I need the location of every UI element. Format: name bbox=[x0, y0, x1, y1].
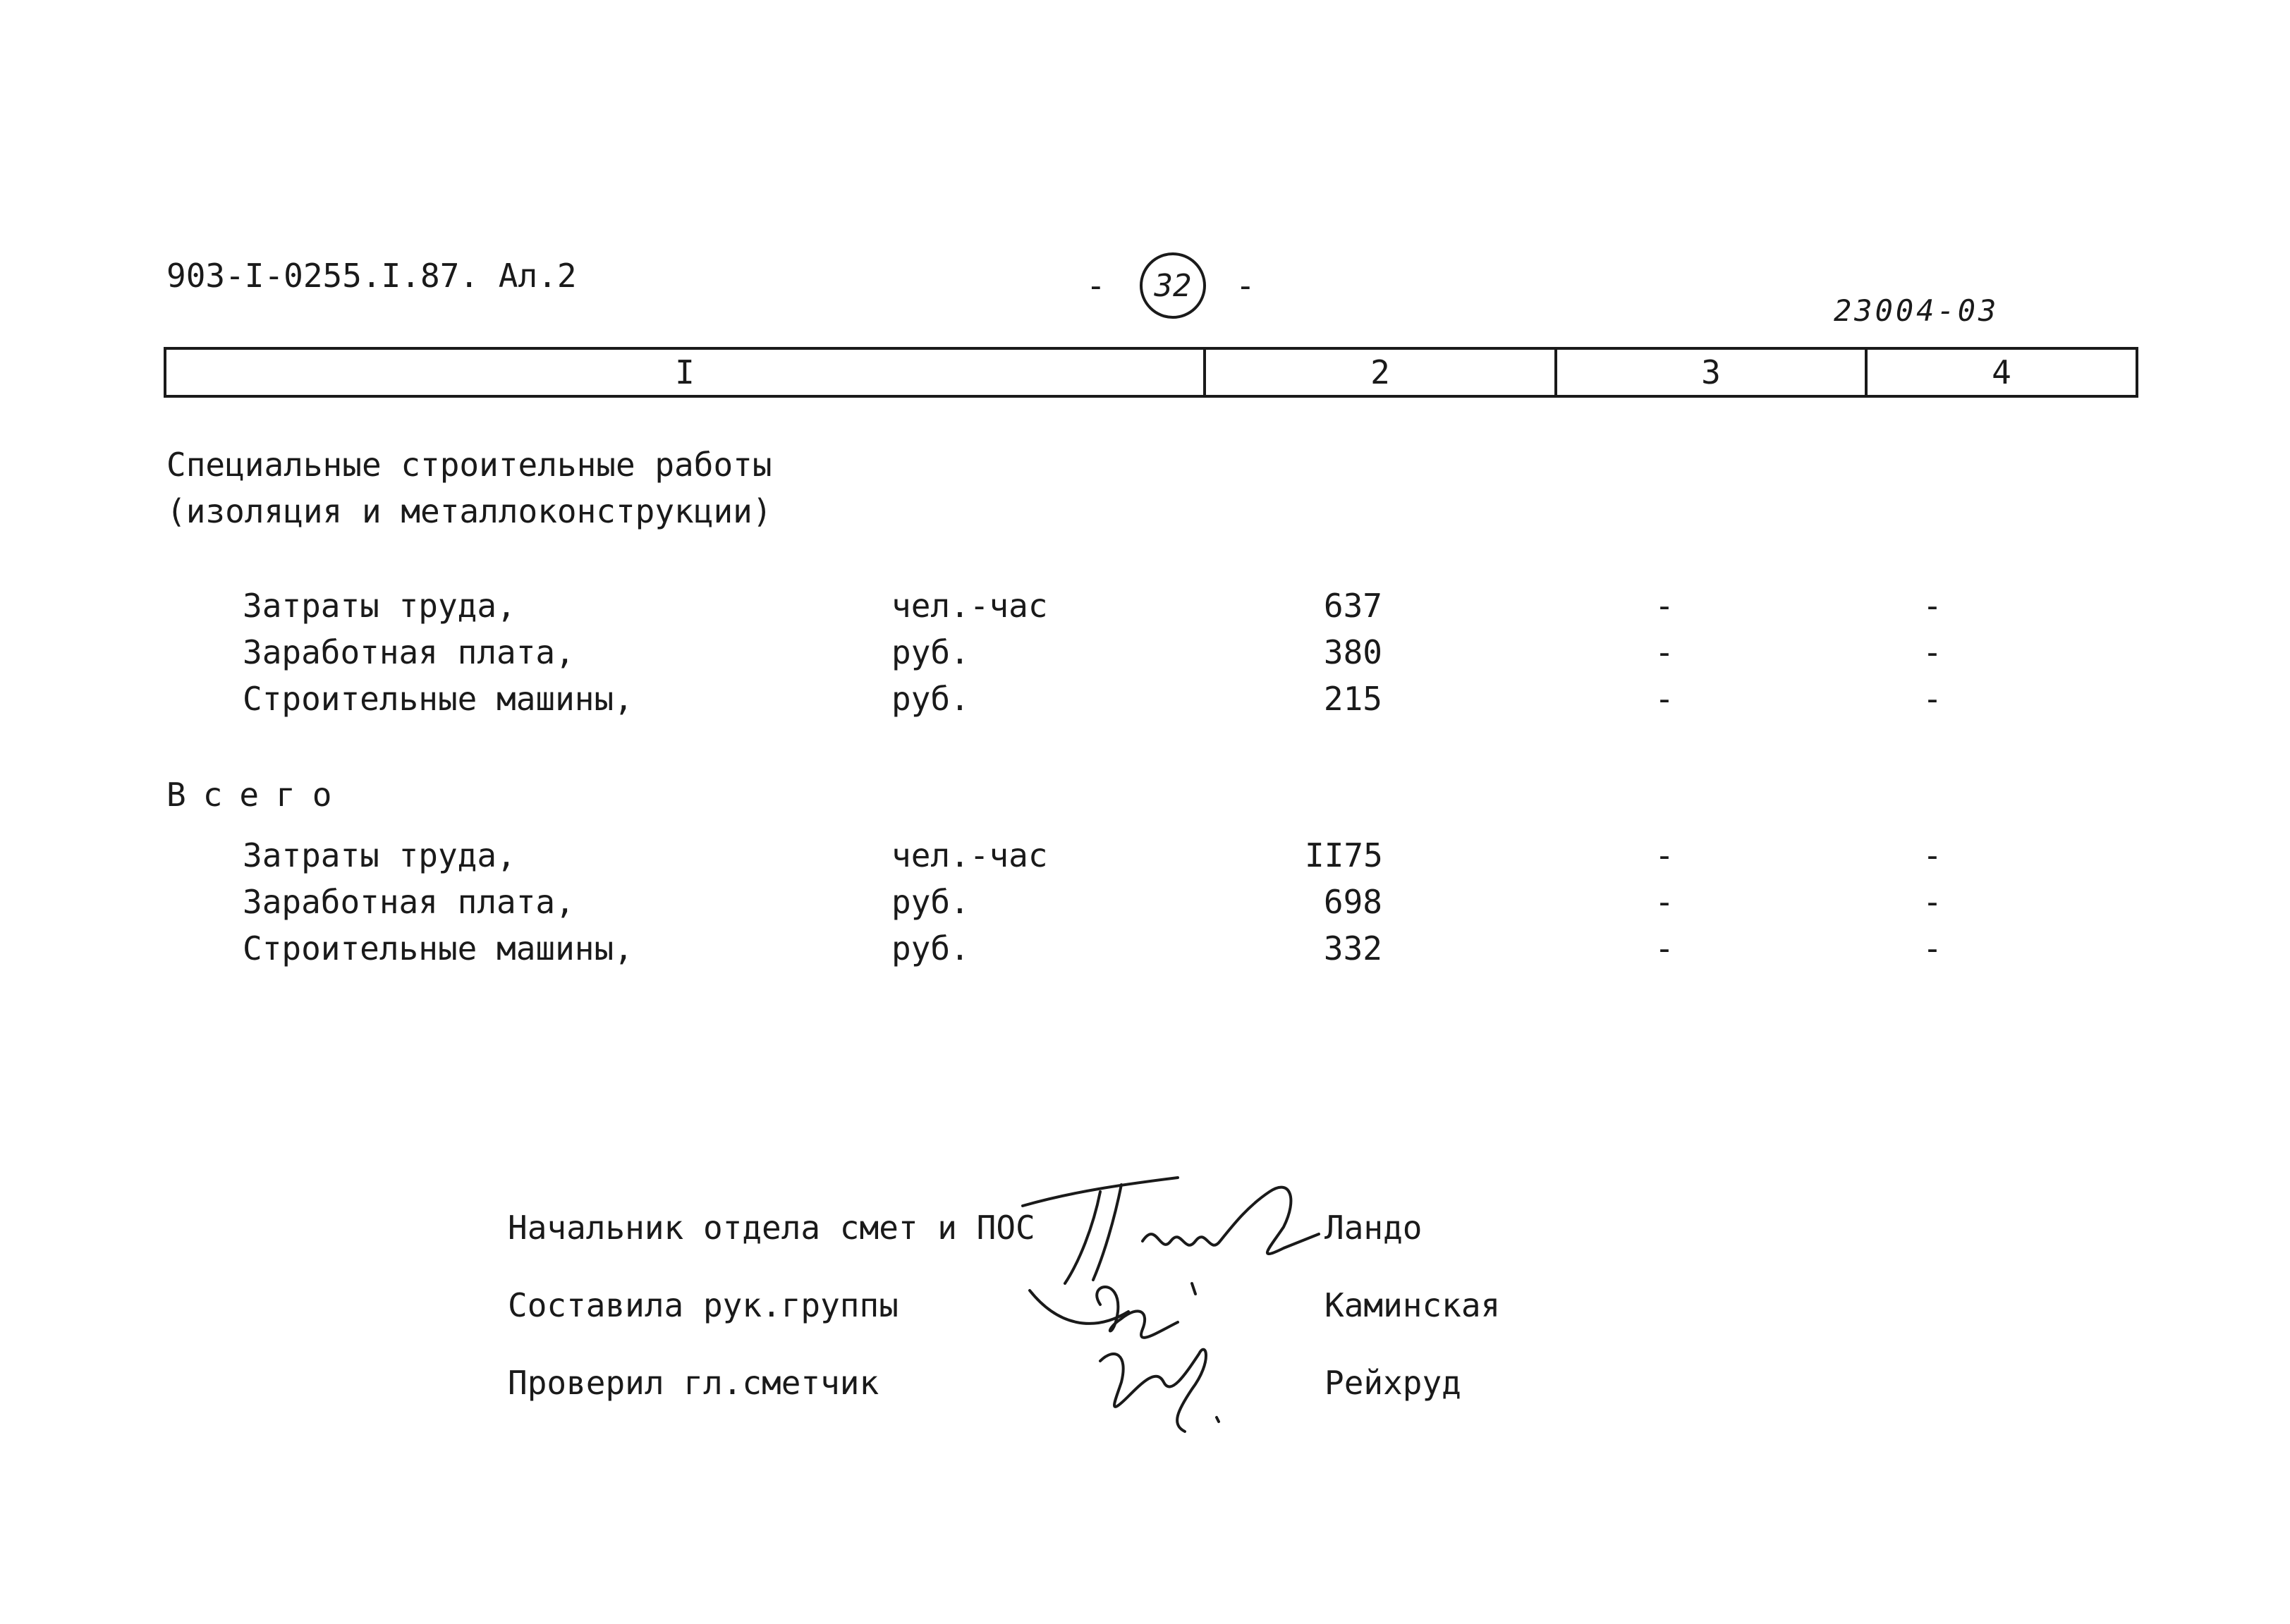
section-title-line-2: (изоляция и металлоконструкции) bbox=[166, 492, 772, 530]
row-unit: чел.-час bbox=[891, 587, 1048, 625]
page-dash-left: - bbox=[1086, 267, 1106, 305]
row-name: Строительные машины, bbox=[243, 680, 633, 718]
row-col3: - bbox=[1655, 633, 1674, 671]
reference-number: 23004-03 bbox=[1834, 293, 1999, 328]
row-col3: - bbox=[1655, 680, 1674, 718]
section-title-line-1: Специальные строительные работы bbox=[166, 446, 772, 484]
row-value: 637 bbox=[1323, 587, 1382, 625]
row-col4: - bbox=[1923, 680, 1942, 718]
row-value: 698 bbox=[1323, 883, 1382, 921]
row-col4: - bbox=[1923, 836, 1942, 874]
row-value: 215 bbox=[1323, 680, 1382, 718]
row-col4: - bbox=[1923, 929, 1942, 967]
row-col4: - bbox=[1923, 587, 1942, 625]
page-number: 32 bbox=[1140, 252, 1206, 319]
row-col3: - bbox=[1655, 836, 1674, 874]
document-code: 903-I-0255.I.87. Ал.2 bbox=[166, 257, 577, 295]
row-name: Заработная плата, bbox=[243, 883, 575, 921]
signature-name-compiler: Каминская bbox=[1324, 1286, 1501, 1324]
page-number-block bbox=[1079, 252, 1262, 323]
row-unit: руб. bbox=[891, 929, 970, 967]
signature-role-head: Начальник отдела смет и ПОС bbox=[508, 1209, 1035, 1247]
row-name: Затраты труда, bbox=[243, 587, 516, 625]
row-value: II75 bbox=[1305, 836, 1383, 874]
row-col4: - bbox=[1923, 633, 1942, 671]
row-value: 380 bbox=[1323, 633, 1382, 671]
row-name: Заработная плата, bbox=[243, 633, 575, 671]
row-unit: чел.-час bbox=[891, 836, 1048, 874]
row-name: Затраты труда, bbox=[243, 836, 516, 874]
signature-name-head: Ландо bbox=[1324, 1209, 1423, 1247]
row-unit: руб. bbox=[891, 883, 970, 921]
row-unit: руб. bbox=[891, 680, 970, 718]
handwritten-signature-3 bbox=[1086, 1333, 1255, 1439]
column-header-2: 2 bbox=[1203, 350, 1554, 395]
signature-role-checker: Проверил гл.сметчик bbox=[508, 1364, 879, 1402]
page-dash-right: - bbox=[1236, 267, 1255, 305]
row-col3: - bbox=[1655, 929, 1674, 967]
row-col4: - bbox=[1923, 883, 1942, 921]
total-title: Всего bbox=[166, 776, 349, 814]
column-header-4: 4 bbox=[1865, 350, 2136, 395]
signature-name-checker: Рейхруд bbox=[1324, 1364, 1461, 1402]
row-name: Строительные машины, bbox=[243, 929, 633, 967]
row-col3: - bbox=[1655, 587, 1674, 625]
column-header-table bbox=[164, 347, 2138, 398]
signature-role-compiler: Составила рук.группы bbox=[508, 1286, 899, 1324]
row-col3: - bbox=[1655, 883, 1674, 921]
row-value: 332 bbox=[1323, 929, 1382, 967]
row-unit: руб. bbox=[891, 633, 970, 671]
column-header-3: 3 bbox=[1554, 350, 1865, 395]
column-header-1: I bbox=[675, 353, 695, 391]
